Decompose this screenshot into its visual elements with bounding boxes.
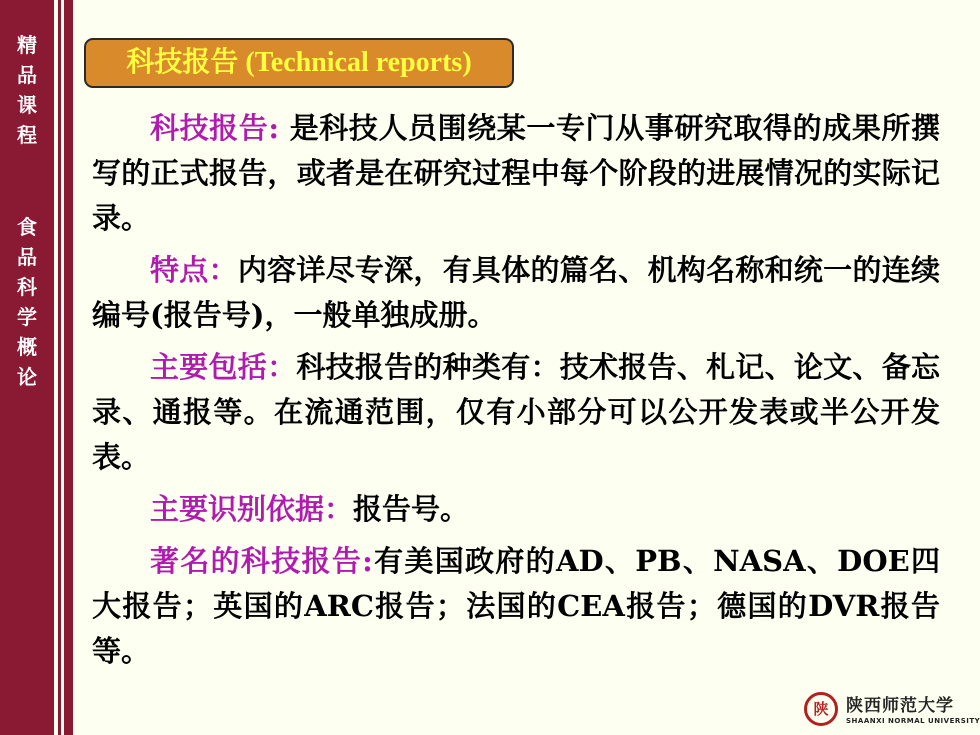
sidebar-char: 品 (17, 245, 37, 269)
paragraph-label: 主要识别依据： (150, 492, 354, 526)
paragraph-identifier (92, 487, 940, 532)
sidebar-char: 课 (17, 93, 37, 117)
university-seal-icon: 陕 (804, 692, 838, 726)
university-logo (804, 690, 980, 730)
sidebar-char: 程 (17, 123, 37, 147)
paragraph-famous-reports (92, 539, 940, 674)
paragraph-text: 报告号。 (353, 492, 470, 526)
paragraph-text: 是科技人员围绕某一专门从事研究取得的成果所撰写的正式报告，或者是在研究过程中每个阶段的进展情况的实际记录。 (92, 111, 940, 235)
paragraph-includes (92, 345, 940, 480)
paragraph-label: 科技报告: (150, 111, 280, 145)
paragraph-text: 内容详尽专深，有具体的篇名、机构名称和统一的连续编号(报告号)，一般单独成册。 (92, 253, 940, 332)
paragraph-label: 特点： (150, 253, 238, 287)
paragraph-features (92, 248, 940, 338)
sidebar-char: 论 (17, 365, 37, 389)
sidebar-subject-label (0, 212, 54, 392)
sidebar-char: 概 (17, 335, 37, 359)
slide-body (92, 106, 940, 681)
sidebar-char: 精 (17, 33, 37, 57)
slide-title: 科技报告 (Technical reports) (84, 38, 514, 88)
sidebar-char: 学 (17, 305, 37, 329)
sidebar-stripe-2 (64, 0, 73, 735)
sidebar-char: 食 (17, 215, 37, 239)
sidebar-char: 科 (17, 275, 37, 299)
paragraph-label: 主要包括： (150, 350, 297, 384)
paragraph-text: 科技报告的种类有：技术报告、札记、论文、备忘录、通报等。在流通范围，仅有小部分可以公开发表或半公开发表。 (92, 350, 940, 474)
university-name-cn: 陕西师范大学 (846, 696, 954, 716)
university-name-en: SHAANXI NORMAL UNIVERSITY (846, 717, 980, 725)
paragraph-definition (92, 106, 940, 241)
sidebar-char: 品 (17, 63, 37, 87)
paragraph-label: 著名的科技报告: (150, 544, 373, 578)
sidebar-course-label (0, 30, 54, 150)
paragraph-text: 有美国政府的AD、PB、NASA、DOE四大报告；英国的ARC报告；法国的CEA报告；德国的DVR报告等。 (92, 544, 940, 668)
sidebar-stripe-1 (58, 0, 61, 735)
